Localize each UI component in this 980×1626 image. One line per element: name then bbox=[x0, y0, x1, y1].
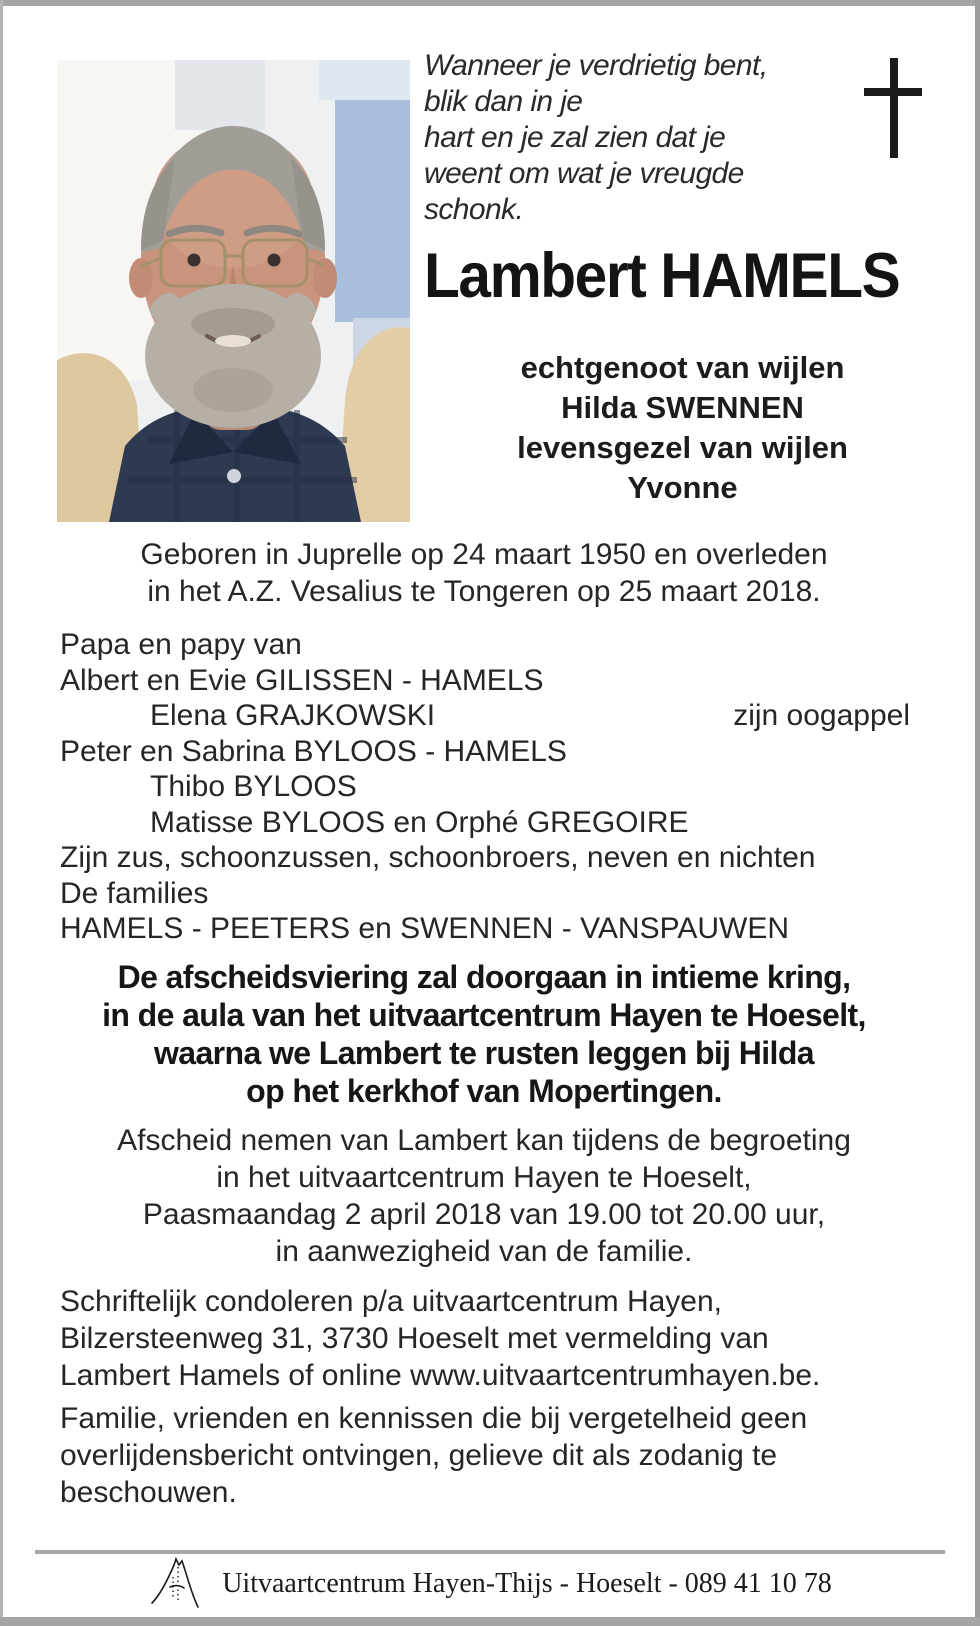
quote-line: weent om wat je vreugde bbox=[424, 157, 744, 190]
funeral-home-logo-icon bbox=[148, 1557, 206, 1611]
relation-line: Hilda SWENNEN bbox=[561, 390, 804, 425]
family-member: Elena GRAJKOWSKI bbox=[150, 699, 436, 732]
family-line: Peter en Sabrina BYLOOS - HAMELS bbox=[60, 734, 567, 768]
quote-line: blik dan in je bbox=[424, 85, 583, 118]
notice-line: beschouwen. bbox=[60, 1476, 237, 1509]
family-line: Papa en papy van bbox=[60, 628, 302, 661]
deceased-name: Lambert HAMELS bbox=[424, 241, 900, 311]
portrait-photo-illustration bbox=[57, 60, 410, 522]
family-note: zijn oogappel bbox=[733, 699, 910, 732]
condolence-line: Schriftelijk condoleren p/a uitvaartcentrum Hayen, bbox=[60, 1285, 722, 1318]
notice-line: overlijdensbericht ontvingen, gelieve dit als zodanig te bbox=[60, 1439, 778, 1472]
ceremony-announcement bbox=[0, 958, 968, 1110]
family-list bbox=[60, 627, 910, 947]
page-border-left bbox=[0, 0, 3, 1626]
life-dates-line: Geboren in Juprelle op 24 maart 1950 en overleden bbox=[140, 538, 828, 571]
ceremony-line: De afscheidsviering zal doorgaan in intieme kring, bbox=[117, 959, 851, 995]
footer-divider bbox=[35, 1550, 945, 1554]
page-border-bottom bbox=[0, 1617, 980, 1626]
funeral-home-text: Uitvaartcentrum Hayen-Thijs - Hoeselt - 089 41 10 78 bbox=[222, 1568, 832, 1599]
ceremony-line: in de aula van het uitvaartcentrum Hayen te Hoeselt, bbox=[102, 997, 866, 1033]
portrait-photo bbox=[57, 60, 410, 522]
visitation-line: in aanwezigheid van de familie. bbox=[275, 1235, 693, 1268]
family-line: HAMELS - PEETERS en SWENNEN - VANSPAUWEN bbox=[60, 912, 790, 945]
life-dates bbox=[0, 536, 968, 610]
family-line: Matisse BYLOOS en Orphé GREGOIRE bbox=[150, 805, 689, 839]
ceremony-line: waarna we Lambert te rusten leggen bij Hilda bbox=[154, 1035, 814, 1071]
life-dates-line: in het A.Z. Vesalius te Tongeren op 25 maart 2018. bbox=[147, 575, 821, 608]
relation-line: Yvonne bbox=[627, 470, 738, 505]
visitation-line: Paasmaandag 2 april 2018 van 19.00 tot 20.00 uur, bbox=[142, 1198, 826, 1231]
condolence-line: Lambert Hamels of online www.uitvaartcentrumhayen.be. bbox=[60, 1359, 821, 1392]
page-border-top bbox=[0, 0, 980, 6]
relation-line: echtgenoot van wijlen bbox=[520, 350, 845, 385]
cross-vertical-bar bbox=[890, 58, 898, 158]
relation-line: levensgezel van wijlen bbox=[517, 430, 848, 465]
visitation-info bbox=[0, 1122, 968, 1270]
family-line: Thibo BYLOOS bbox=[150, 770, 357, 803]
ceremony-line: op het kerkhof van Mopertingen. bbox=[246, 1073, 722, 1109]
general-notice bbox=[60, 1400, 940, 1511]
visitation-line: in het uitvaartcentrum Hayen te Hoeselt, bbox=[216, 1161, 752, 1194]
funeral-home-footer bbox=[0, 1556, 980, 1612]
family-line: Zijn zus, schoonzussen, schoonbroers, neven en nichten bbox=[60, 841, 816, 874]
condolence-line: Bilzersteenweg 31, 3730 Hoeselt met vermelding van bbox=[60, 1322, 769, 1355]
memorial-quote bbox=[424, 48, 767, 228]
visitation-line: Afscheid nemen van Lambert kan tijdens de begroeting bbox=[117, 1124, 851, 1157]
relations-block bbox=[410, 348, 955, 508]
quote-line: schonk. bbox=[424, 193, 524, 226]
family-line: Albert en Evie GILISSEN - HAMELS bbox=[60, 663, 544, 697]
notice-line: Familie, vrienden en kennissen die bij vergetelheid geen bbox=[60, 1402, 808, 1435]
family-line bbox=[60, 698, 910, 734]
cross-horizontal-bar bbox=[864, 88, 922, 96]
quote-line: hart en je zal zien dat je bbox=[424, 121, 726, 154]
quote-line: Wanneer je verdrietig bent, bbox=[424, 49, 768, 82]
condolence-info bbox=[60, 1283, 940, 1394]
family-line: De families bbox=[60, 876, 209, 910]
cross-icon bbox=[864, 58, 924, 162]
page-border-right bbox=[975, 0, 980, 1626]
